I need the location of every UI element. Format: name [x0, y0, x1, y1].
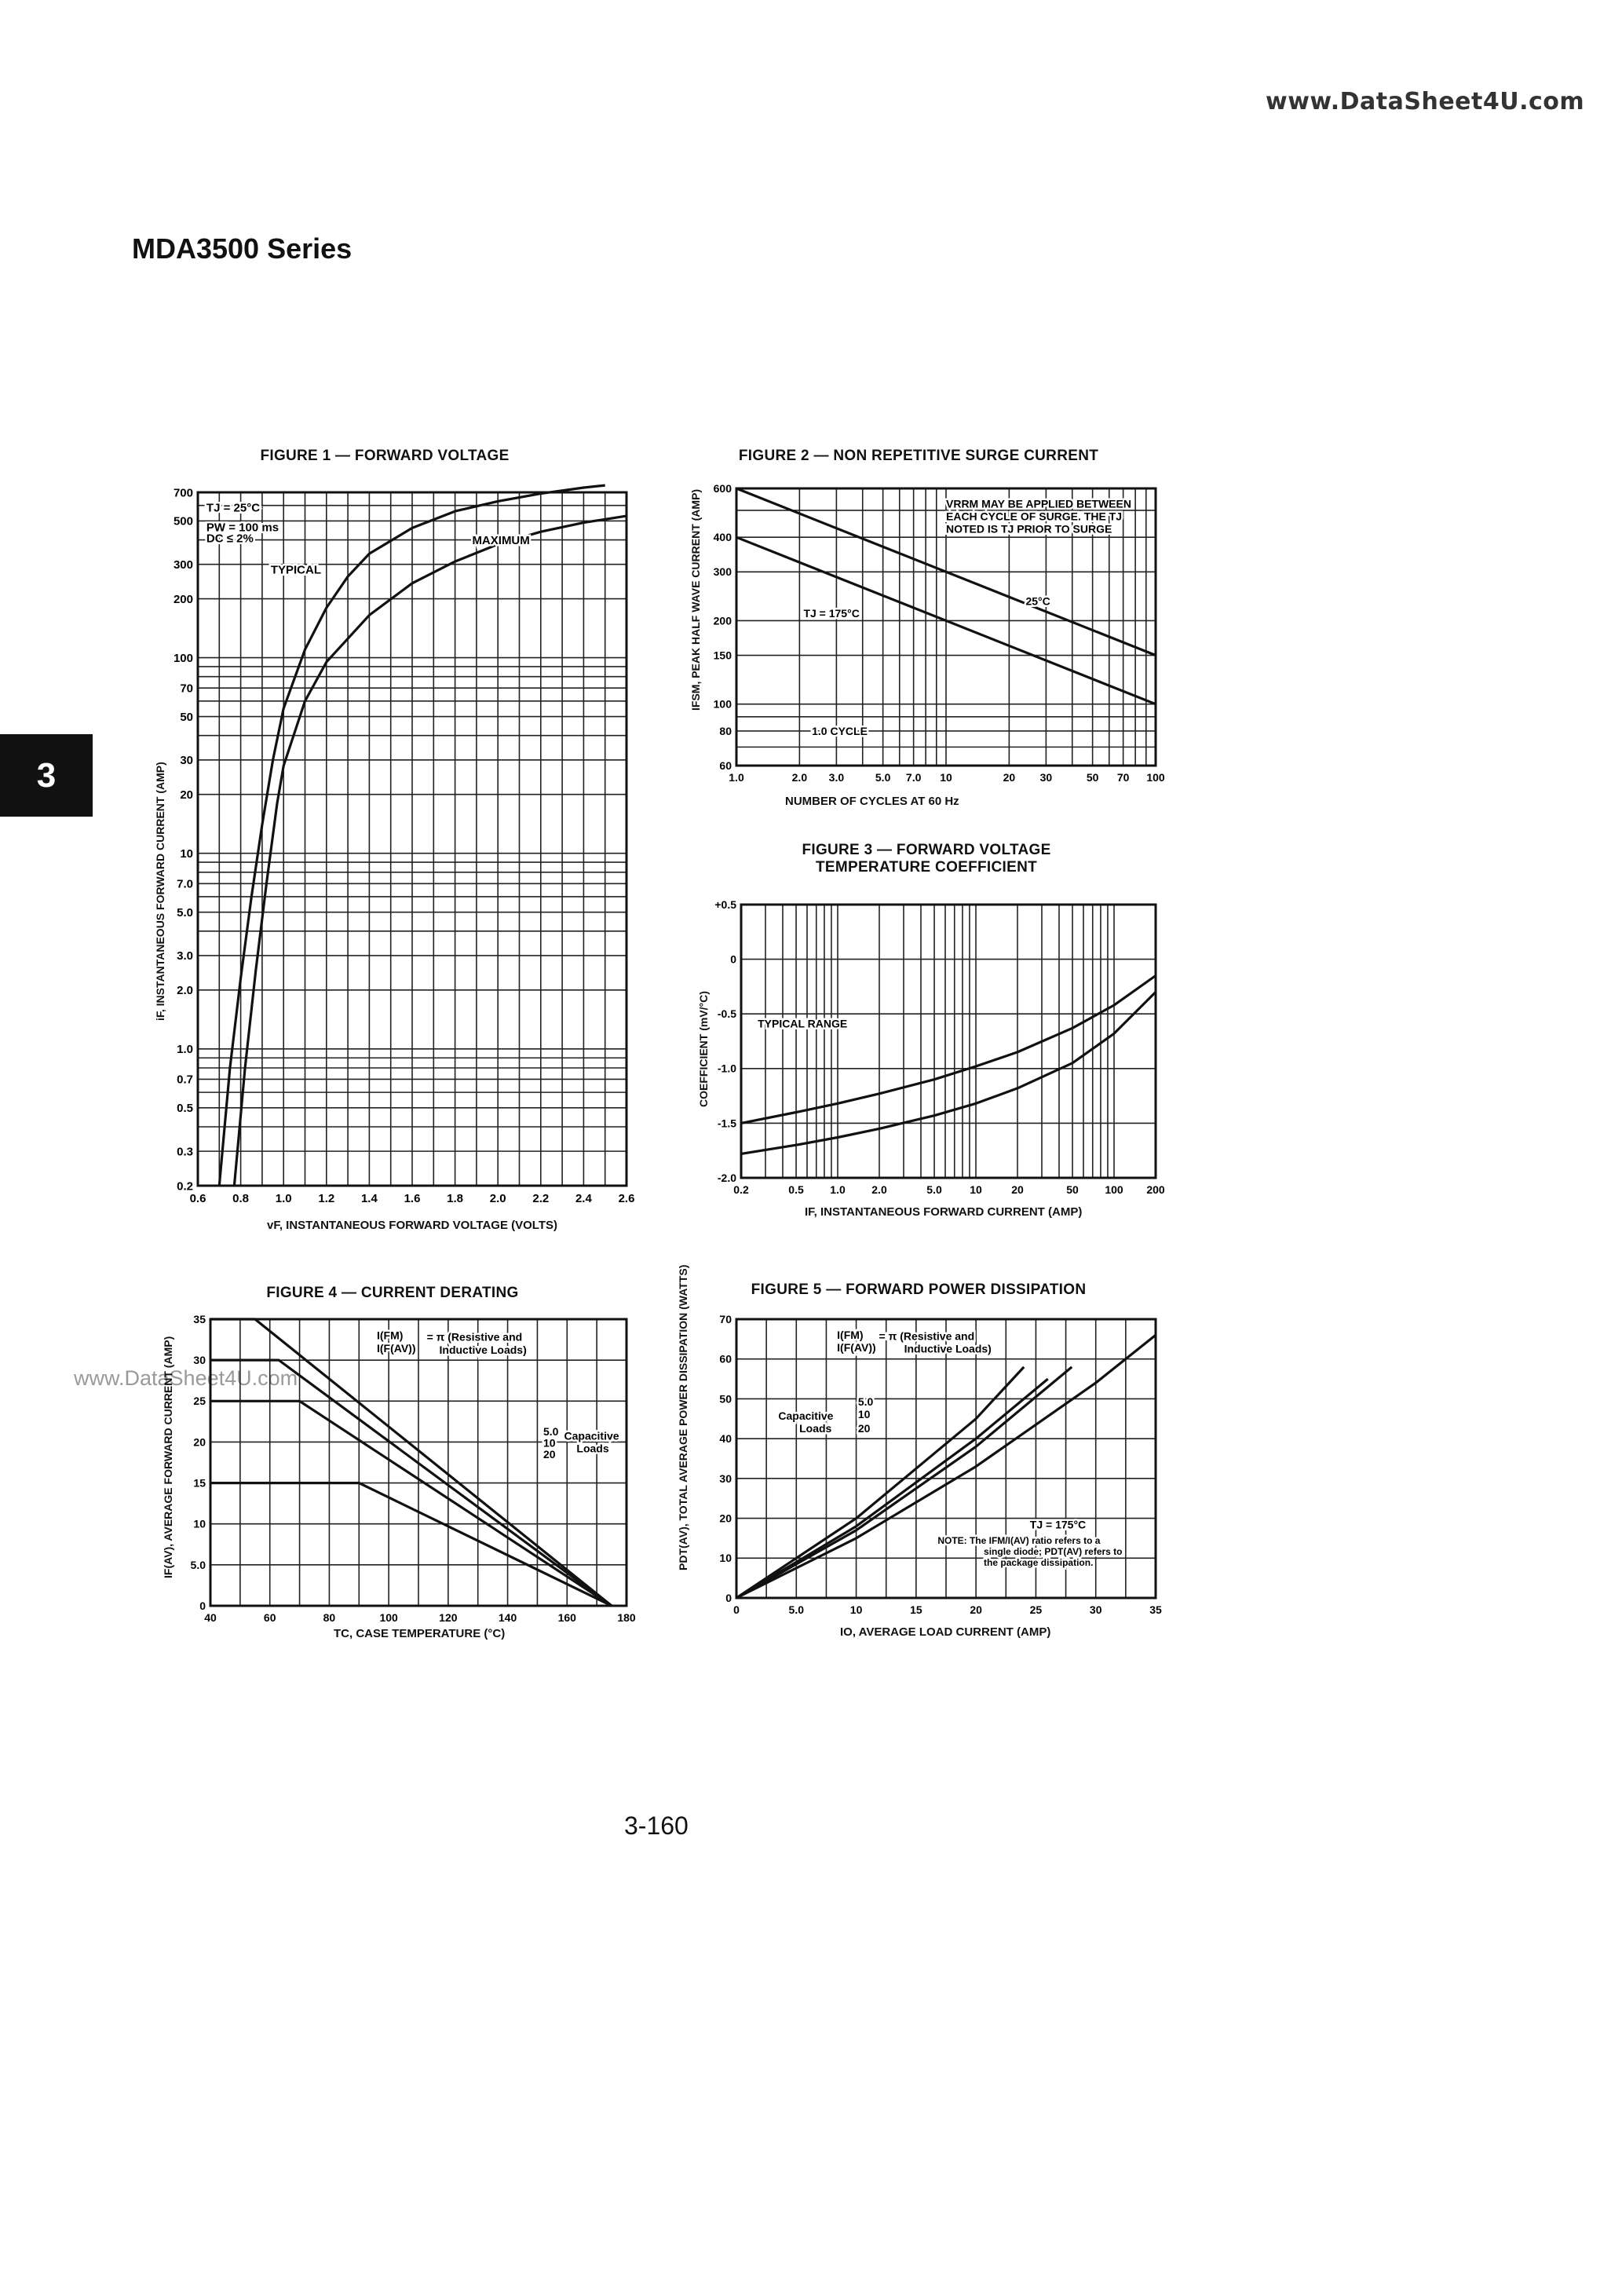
fig1-annotation: MAXIMUM [472, 534, 530, 548]
fig1-annotation: DC ≤ 2% [206, 532, 254, 546]
section-tab: 3 [0, 734, 93, 817]
fig1-ytick-label: 3.0 [177, 949, 193, 963]
fig5-annotation: = π (Resistive and [879, 1329, 975, 1343]
fig1-ytick-label: 700 [173, 486, 193, 500]
fig1-ytick-label: 30 [180, 754, 193, 768]
fig1-ytick-label: 70 [180, 682, 193, 696]
fig4-xtick-label: 140 [498, 1611, 517, 1624]
fig1-ytick-label: 0.7 [177, 1073, 193, 1087]
fig2-xtick-label: 1.0 [729, 771, 744, 784]
fig1-ytick-label: 5.0 [177, 905, 193, 919]
fig3-xtick-label: 10 [970, 1183, 982, 1196]
fig1-ytick-label: 200 [173, 592, 193, 606]
fig5-annotation: 5.0 [857, 1395, 874, 1409]
fig4-ytick-label: 0 [199, 1599, 206, 1612]
fig5-annotation: 10 [857, 1408, 871, 1421]
fig4-ytick-label: 10 [193, 1517, 206, 1530]
fig1-annotation: TJ = 25°C [206, 501, 261, 515]
fig1-annotation: TYPICAL [270, 563, 321, 577]
fig2-xtick-label: 30 [1039, 771, 1053, 784]
fig4-xtick-label: 160 [557, 1611, 576, 1624]
fig2-ytick-label: 150 [713, 649, 732, 662]
fig1-xtick-label: 0.8 [232, 1192, 250, 1205]
fig4-annotation: Inductive Loads) [439, 1343, 527, 1356]
fig3-xtick-label: 5.0 [926, 1183, 942, 1196]
fig2-xtick-label: 100 [1146, 771, 1165, 784]
fig3-ytick-label: +0.5 [714, 898, 736, 911]
fig1-xtick-label: 1.6 [404, 1192, 421, 1205]
fig4-xtick-label: 80 [323, 1611, 336, 1624]
fig5-annotation: Loads [799, 1421, 832, 1435]
fig4-ytick-label: 15 [193, 1476, 206, 1490]
fig1-xtick-label: 2.2 [532, 1192, 550, 1205]
fig3-ylabel: COEFFICIENT (mV/°C) [697, 991, 710, 1107]
fig1-xtick-label: 1.8 [447, 1192, 464, 1205]
fig2-annotation: 25°C [1025, 594, 1050, 608]
fig4-xtick-label: 40 [204, 1611, 217, 1624]
fig4-annotation: 5.0 [543, 1424, 559, 1438]
fig3-title: FIGURE 3 — FORWARD VOLTAGE TEMPERATURE COEFFICIENT [802, 842, 1051, 876]
fig3-ytick-label: -1.5 [717, 1117, 736, 1130]
fig4-title: FIGURE 4 — CURRENT DERATING [266, 1285, 519, 1301]
fig2-xtick-label: 2.0 [791, 771, 808, 784]
fig4-xtick-label: 180 [617, 1611, 636, 1624]
fig4-ylabel: IF(AV), AVERAGE FORWARD CURRENT (AMP) [162, 1336, 174, 1578]
fig5-annotation: Inductive Loads) [904, 1342, 992, 1355]
fig1-xtick-label: 2.6 [618, 1192, 635, 1205]
fig4-annotation: I(F(AV)) [377, 1341, 416, 1355]
fig3-ytick-label: -1.0 [717, 1062, 736, 1075]
fig2-ylabel: IFSM, PEAK HALF WAVE CURRENT (AMP) [689, 488, 702, 711]
page-title: MDA3500 Series [132, 232, 353, 265]
fig1-ytick-label: 7.0 [177, 877, 193, 891]
fig1-xtick-label: 0.6 [189, 1192, 206, 1205]
fig2-xtick-label: 20 [1003, 771, 1016, 784]
fig5-xlabel: IO, AVERAGE LOAD CURRENT (AMP) [840, 1625, 1051, 1639]
fig4-annotation: Loads [576, 1442, 609, 1455]
fig5-ylabel: PDT(AV), TOTAL AVERAGE POWER DISSIPATION (WATTS) [677, 1264, 689, 1570]
fig4-xtick-label: 120 [439, 1611, 458, 1624]
fig3-xtick-label: 20 [1011, 1183, 1024, 1196]
fig5-annotation: the package dissipation. [984, 1557, 1094, 1569]
fig2-ytick-label: 600 [713, 481, 732, 495]
fig5-ytick-label: 20 [719, 1512, 732, 1525]
fig4-annotation: = π (Resistive and [426, 1330, 523, 1344]
fig5-ytick-label: 30 [719, 1472, 732, 1485]
fig1-xtick-label: 1.4 [360, 1192, 378, 1205]
fig4-ytick-label: 20 [193, 1435, 206, 1449]
fig1-ytick-label: 0.3 [177, 1145, 193, 1159]
fig1-annotation: PW = 100 ms [206, 521, 279, 535]
fig5-annotation: NOTE: The IFM/I(AV) ratio refers to a [937, 1534, 1101, 1546]
fig4-annotation: 20 [543, 1448, 556, 1461]
fig1-ytick-label: 100 [173, 651, 193, 665]
fig1-ytick-label: 20 [180, 788, 193, 802]
fig2-ytick-label: 200 [713, 614, 732, 627]
fig4-xlabel: TC, CASE TEMPERATURE (°C) [334, 1627, 506, 1640]
fig1-xtick-label: 1.2 [318, 1192, 335, 1205]
fig1-ytick-label: 10 [180, 846, 193, 861]
fig3-xtick-label: 2.0 [871, 1183, 887, 1196]
fig1-ytick-label: 1.0 [177, 1043, 193, 1057]
page-number: 3-160 [624, 1812, 689, 1840]
fig2-ytick-label: 400 [713, 531, 732, 544]
fig3-ytick-label: -0.5 [717, 1007, 736, 1021]
fig2-xtick-label: 7.0 [905, 771, 922, 784]
fig3-ytick-label: -2.0 [717, 1171, 736, 1184]
fig1-title: FIGURE 1 — FORWARD VOLTAGE [260, 448, 510, 464]
fig5-annotation: 20 [857, 1421, 871, 1435]
fig2-annotation: NOTED IS TJ PRIOR TO SURGE [946, 522, 1112, 536]
fig4-annotation: Capacitive [564, 1429, 619, 1442]
fig5-annotation: I(FM) [837, 1328, 864, 1341]
fig2-xlabel: NUMBER OF CYCLES AT 60 Hz [785, 795, 959, 808]
fig3-xtick-label: 0.5 [788, 1183, 804, 1196]
fig3-xtick-label: 100 [1105, 1183, 1123, 1196]
watermark-header: www.DataSheet4U.com [1266, 88, 1585, 115]
fig2-title: FIGURE 2 — NON REPETITIVE SURGE CURRENT [738, 448, 1099, 464]
fig1-xtick-label: 2.0 [489, 1192, 506, 1205]
watermark-mid: www.DataSheet4U.com [74, 1366, 298, 1390]
fig5-annotation: I(F(AV)) [837, 1340, 876, 1354]
fig2-annotation: VRRM MAY BE APPLIED BETWEEN [946, 497, 1131, 510]
fig3-ytick-label: 0 [730, 952, 736, 966]
fig4-ytick-label: 5.0 [190, 1558, 206, 1571]
fig3-annotation: TYPICAL RANGE [758, 1017, 848, 1030]
fig5-annotation: single diode; PDT(AV) refers to [984, 1545, 1123, 1557]
fig5-xtick-label: 5.0 [788, 1603, 805, 1616]
fig4-annotation: 10 [543, 1436, 556, 1450]
fig4-xtick-label: 60 [263, 1611, 276, 1624]
fig2-ytick-label: 300 [713, 565, 732, 579]
fig1-ytick-label: 0.2 [177, 1179, 193, 1194]
fig5-ytick-label: 60 [719, 1352, 732, 1366]
fig2-annotation: EACH CYCLE OF SURGE. THE TJ [946, 510, 1123, 523]
fig1-ytick-label: 300 [173, 558, 193, 572]
fig5-xtick-label: 20 [970, 1603, 982, 1616]
fig3-xtick-label: 0.2 [733, 1183, 749, 1196]
fig2-xtick-label: 10 [940, 771, 952, 784]
fig4-ytick-label: 35 [193, 1312, 206, 1325]
fig2-xtick-label: 70 [1116, 771, 1130, 784]
fig5-annotation: TJ = 175°C [1029, 1518, 1087, 1531]
fig1-ytick-label: 0.5 [177, 1102, 193, 1116]
fig1-ytick-label: 2.0 [177, 984, 193, 998]
fig5-xtick-label: 10 [849, 1603, 863, 1616]
fig1-ytick-label: 500 [173, 514, 193, 528]
fig5-xtick-label: 0 [733, 1603, 740, 1616]
fig5-annotation: Capacitive [778, 1409, 834, 1422]
fig2-xtick-label: 3.0 [828, 771, 845, 784]
fig2-ytick-label: 80 [719, 724, 732, 737]
fig2-xtick-label: 50 [1086, 771, 1099, 784]
fig5-ytick-label: 0 [725, 1591, 732, 1604]
fig4-ytick-label: 30 [193, 1354, 206, 1367]
fig4-annotation: I(FM) [377, 1329, 404, 1342]
fig5-ytick-label: 40 [719, 1432, 732, 1446]
fig5-title: FIGURE 5 — FORWARD POWER DISSIPATION [751, 1281, 1087, 1298]
fig5-xtick-label: 25 [1029, 1603, 1043, 1616]
fig5-series-line [736, 1367, 1024, 1598]
fig3-xtick-label: 50 [1066, 1183, 1079, 1196]
fig1-xtick-label: 1.0 [275, 1192, 292, 1205]
fig1-xtick-label: 2.4 [575, 1192, 592, 1205]
fig5-ytick-label: 10 [719, 1552, 732, 1565]
fig2-ytick-label: 100 [713, 697, 732, 711]
fig2-annotation: TJ = 175°C [803, 607, 860, 620]
fig3-xtick-label: 1.0 [830, 1183, 846, 1196]
fig2-xtick-label: 5.0 [875, 771, 891, 784]
fig3-xlabel: IF, INSTANTANEOUS FORWARD CURRENT (AMP) [805, 1205, 1083, 1219]
fig1-ylabel: iF, INSTANTANEOUS FORWARD CURRENT (AMP) [154, 762, 166, 1021]
fig1-ytick-label: 50 [180, 710, 193, 724]
fig3-xtick-label: 200 [1146, 1183, 1165, 1196]
fig5-ytick-label: 50 [719, 1392, 732, 1406]
fig5-xtick-label: 15 [910, 1603, 922, 1616]
fig2-ytick-label: 60 [719, 759, 732, 772]
fig5-xtick-label: 35 [1149, 1603, 1162, 1616]
fig5-xtick-label: 30 [1089, 1603, 1102, 1616]
fig4-ytick-label: 25 [193, 1395, 206, 1408]
fig2-annotation: 1.0 CYCLE [812, 725, 868, 738]
fig4-xtick-label: 100 [379, 1611, 398, 1624]
fig1-xlabel: vF, INSTANTANEOUS FORWARD VOLTAGE (VOLTS) [267, 1219, 557, 1232]
fig5-ytick-label: 70 [719, 1312, 732, 1325]
